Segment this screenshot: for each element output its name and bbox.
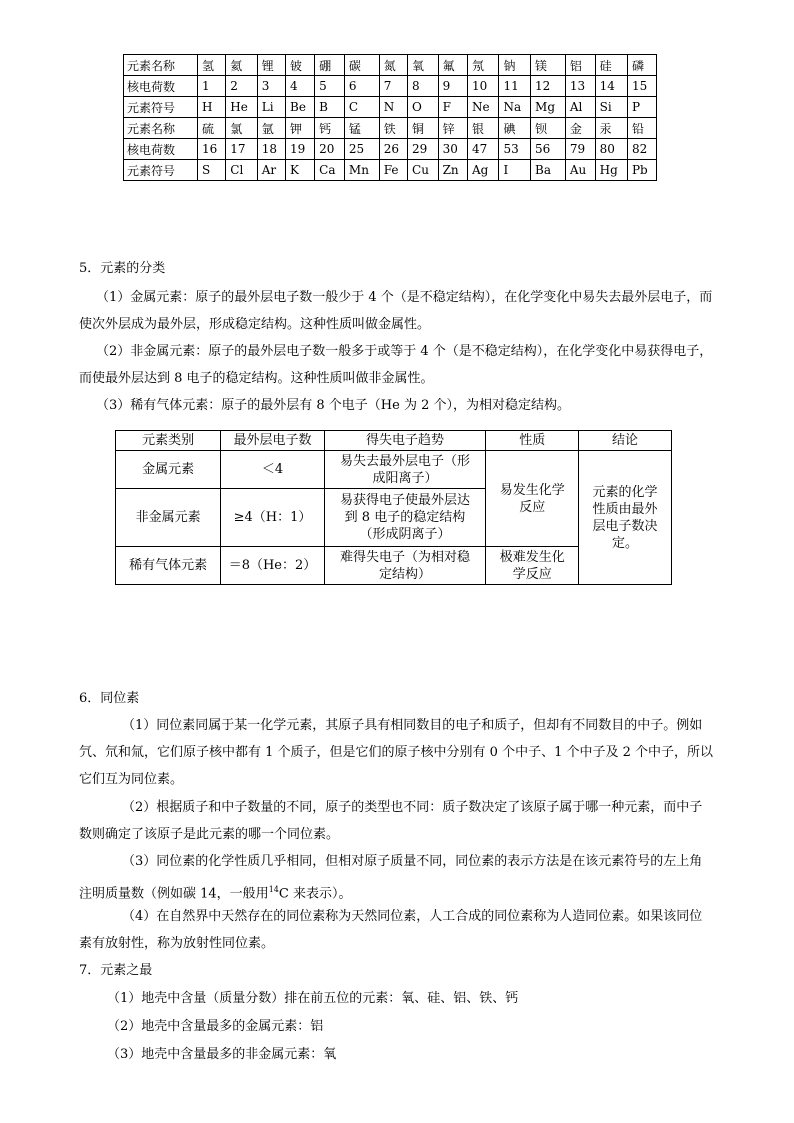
element-table-cell: 29	[408, 139, 439, 160]
element-table-cell: Pb	[627, 160, 656, 181]
element-table-cell: Al	[565, 97, 595, 118]
element-table-cell: 磷	[627, 55, 656, 76]
section6-p4-line1: （4）在自然界中天然存在的同位素称为天然同位素，人工合成的同位素称为人造同位素。如果该同位	[122, 909, 703, 924]
element-table-cell: 80	[595, 139, 627, 160]
shared-property	[486, 451, 579, 547]
conclusion-line1: 元素的化学	[592, 484, 658, 500]
section6-title: 6．同位素	[79, 691, 140, 706]
section6-p3-line2-part1: 注明质量数（例如碳 14，一般用	[79, 886, 269, 902]
section6-p1-line1: （1）同位素同属于某一化学元素，其原子具有相同数目的电子和质子，但却有不同数目的中子。例如	[122, 718, 703, 733]
element-table-cell: 19	[286, 139, 315, 160]
element-classification-table	[115, 430, 672, 585]
element-table-cell: 碘	[499, 118, 531, 139]
element-table-cell: 9	[438, 76, 467, 97]
element-table-cell: 13	[565, 76, 595, 97]
element-table-cell: 56	[531, 139, 566, 160]
section6-p1-line3: 它们互为同位素。	[79, 772, 184, 787]
element-table-cell: 26	[379, 139, 407, 160]
element-table-cell: Ag	[467, 160, 499, 181]
element-table-cell: 氟	[438, 55, 467, 76]
element-table-cell: 4	[286, 76, 315, 97]
element-table-cell: 氯	[226, 118, 257, 139]
element-table-cell: Mg	[531, 97, 566, 118]
element-table-cell: O	[408, 97, 439, 118]
element-table-cell: 2	[226, 76, 257, 97]
element-table-cell: 铝	[565, 55, 595, 76]
element-table-cell: 79	[565, 139, 595, 160]
element-table-cell: C	[344, 97, 379, 118]
element-table-cell: F	[438, 97, 467, 118]
element-table-row-label: 元素名称	[124, 55, 198, 76]
section5-title: 5．元素的分类	[79, 261, 166, 276]
section5-p1-line2: 使次外层成为最外层，形成稳定结构。这种性质叫做金属性。	[79, 317, 431, 332]
element-table-cell: 碳	[344, 55, 379, 76]
element-table-row-label: 元素符号	[124, 97, 198, 118]
header-trend: 得失电子趋势	[324, 431, 486, 451]
element-table-cell: 25	[344, 139, 379, 160]
element-table	[123, 54, 657, 181]
section7-item3: （3）地壳中含量最多的非金属元素：氧	[107, 1047, 337, 1062]
nonmetal-trend-line2: 到 8 电子的稳定结构	[344, 510, 466, 525]
section6-p2-line2: 数则确定了该原子是此元素的哪一个同位素。	[79, 827, 340, 842]
element-table-cell: 铁	[379, 118, 407, 139]
metal-type: 金属元素	[116, 451, 221, 489]
nonmetal-trend	[324, 489, 486, 547]
element-table-cell: Ca	[315, 160, 345, 181]
section5-p3-line1: （3）稀有气体元素：原子的最外层有 8 个电子（He 为 2 个），为相对稳定结构。	[96, 398, 571, 413]
section7-title: 7．元素之最	[79, 963, 153, 978]
element-table-cell: 锰	[344, 118, 379, 139]
metal-trend	[324, 451, 486, 489]
noble-property-line1: 极难发生化	[499, 549, 565, 565]
element-table-cell: 铍	[286, 55, 315, 76]
noble-property-line2: 学反应	[512, 566, 552, 582]
element-table-cell: 7	[379, 76, 407, 97]
element-table-cell: 47	[467, 139, 499, 160]
section6-p3-line2-part2: C 来表示）。	[278, 886, 352, 902]
section6-p3-line1: （3）同位素的化学性质几乎相同，但相对原子质量不同，同位素的表示方法是在该元素符号的左上角	[122, 854, 703, 869]
element-table-cell: Cu	[408, 160, 439, 181]
section5-p2-line1: （2）非金属元素：原子的最外层电子数一般多于或等于 4 个（是不稳定结构），在化学变化中易获得电子，	[96, 344, 713, 359]
noble-count: ＝8（He：2）	[221, 547, 324, 585]
element-table-cell: 氧	[408, 55, 439, 76]
element-table-cell: Mn	[344, 160, 379, 181]
element-table-cell: Li	[257, 97, 285, 118]
element-table-row-label: 核电荷数	[124, 139, 198, 160]
mass-number-superscript: 14	[268, 885, 279, 894]
element-table-row-label: 核电荷数	[124, 76, 198, 97]
element-table-cell: 钠	[499, 55, 531, 76]
element-table-cell: Au	[565, 160, 595, 181]
element-table-cell: 钾	[286, 118, 315, 139]
element-table-row	[124, 76, 657, 97]
element-table-cell: Na	[499, 97, 531, 118]
element-table-cell: 氩	[257, 118, 285, 139]
noble-trend	[324, 547, 486, 585]
section6-p4-line2: 素有放射性，称为放射性同位素。	[79, 936, 275, 951]
element-table-cell: 钙	[315, 118, 345, 139]
section6-p2-line1: （2）根据质子和中子数量的不同，原子的类型也不同：质子数决定了该原子属于哪一种元素，而中子	[122, 800, 703, 815]
element-table-row-label: 元素符号	[124, 160, 198, 181]
element-table-cell: Ar	[257, 160, 285, 181]
element-table-cell: B	[315, 97, 345, 118]
noble-property	[486, 547, 579, 585]
metal-count: ＜4	[221, 451, 324, 489]
element-table-cell: 8	[408, 76, 439, 97]
element-table-cell: 3	[257, 76, 285, 97]
header-conclusion: 结论	[579, 431, 672, 451]
conclusion-line2: 性质由最外	[592, 501, 658, 517]
shared-property-line1: 易发生化学	[499, 482, 565, 498]
element-table-cell: 硅	[595, 55, 627, 76]
element-table-cell: 14	[595, 76, 627, 97]
element-table-cell: Cl	[226, 160, 257, 181]
element-table-cell: I	[499, 160, 531, 181]
element-table-cell: 6	[344, 76, 379, 97]
element-table-cell: N	[379, 97, 407, 118]
element-table-cell: 氖	[467, 55, 499, 76]
metal-row	[116, 451, 672, 489]
element-table-cell: 硼	[315, 55, 345, 76]
element-table-cell: 1	[198, 76, 226, 97]
noble-trend-line2: 定结构）	[378, 566, 431, 582]
conclusion-line3: 层电子数决	[592, 518, 658, 534]
header-property: 性质	[486, 431, 579, 451]
element-table-cell: 锌	[438, 118, 467, 139]
element-table-cell: 汞	[595, 118, 627, 139]
element-table-cell: P	[627, 97, 656, 118]
element-table-cell: 锂	[257, 55, 285, 76]
element-table-row	[124, 118, 657, 139]
header-count: 最外层电子数	[221, 431, 324, 451]
element-table-row	[124, 139, 657, 160]
element-table-cell: 金	[565, 118, 595, 139]
conclusion	[579, 451, 672, 585]
element-table-cell: 53	[499, 139, 531, 160]
nonmetal-count: ≥4（H：1）	[221, 489, 324, 547]
element-table-cell: Hg	[595, 160, 627, 181]
element-table-cell: 氮	[379, 55, 407, 76]
element-table-cell: 5	[315, 76, 345, 97]
metal-trend-line2: 成阳离子）	[372, 470, 438, 486]
element-table-cell: 11	[499, 76, 531, 97]
element-table-cell: He	[226, 97, 257, 118]
conclusion-line4: 定。	[612, 535, 639, 551]
element-table-cell: Ne	[467, 97, 499, 118]
noble-trend-line1: 难得失电子（为相对稳	[339, 549, 470, 565]
element-table-cell: S	[198, 160, 226, 181]
element-table-cell: Zn	[438, 160, 467, 181]
element-table-cell: H	[198, 97, 226, 118]
section7-item1: （1）地壳中含量（质量分数）排在前五位的元素：氧、硅、铝、铁、钙	[107, 991, 519, 1006]
element-table-cell: 17	[226, 139, 257, 160]
nonmetal-type: 非金属元素	[116, 489, 221, 547]
element-table-row-label: 元素名称	[124, 118, 198, 139]
element-table-cell: 铅	[627, 118, 656, 139]
element-table-cell: 铜	[408, 118, 439, 139]
element-table-cell: 氦	[226, 55, 257, 76]
shared-property-line2: 反应	[519, 499, 546, 515]
element-table-cell: Be	[286, 97, 315, 118]
element-table-cell: 12	[531, 76, 566, 97]
nonmetal-trend-line3: （形成阴离子）	[359, 527, 451, 542]
section6-p3-line2	[79, 881, 351, 903]
element-table-cell: 10	[467, 76, 499, 97]
section5-p2-line2: 而使最外层达到 8 电子的稳定结构。这种性质叫做非金属性。	[79, 371, 434, 386]
element-table-row	[124, 55, 657, 76]
element-table-cell: 18	[257, 139, 285, 160]
element-table-cell: 15	[627, 76, 656, 97]
element-table-cell: 钡	[531, 118, 566, 139]
element-table-row	[124, 160, 657, 181]
section6-p1-line2: 氕、氘和氚，它们原子核中都有 1 个质子，但是它们的原子核中分别有 0 个中子、1 个中子及 2 个中子，所以	[79, 745, 714, 760]
header-type: 元素类别	[116, 431, 221, 451]
nonmetal-trend-line1: 易获得电子使最外层达	[339, 493, 470, 508]
element-table-cell: 镁	[531, 55, 566, 76]
element-table-cell: 20	[315, 139, 345, 160]
element-table-cell: 82	[627, 139, 656, 160]
noble-type: 稀有气体元素	[116, 547, 221, 585]
element-table-row	[124, 97, 657, 118]
element-table-cell: Fe	[379, 160, 407, 181]
section7-item2: （2）地壳中含量最多的金属元素：铝	[107, 1019, 324, 1034]
element-table-cell: 16	[198, 139, 226, 160]
element-table-cell: 30	[438, 139, 467, 160]
metal-trend-line1: 易失去最外层电子（形	[339, 453, 470, 469]
element-table-cell: 硫	[198, 118, 226, 139]
element-table-cell: K	[286, 160, 315, 181]
section5-p1-line1: （1）金属元素：原子的最外层电子数一般少于 4 个（是不稳定结构），在化学变化中易失去最外层电子，而	[96, 290, 713, 305]
element-table-cell: Ba	[531, 160, 566, 181]
element-table-cell: Si	[595, 97, 627, 118]
element-table-cell: 氢	[198, 55, 226, 76]
element-table-cell: 银	[467, 118, 499, 139]
